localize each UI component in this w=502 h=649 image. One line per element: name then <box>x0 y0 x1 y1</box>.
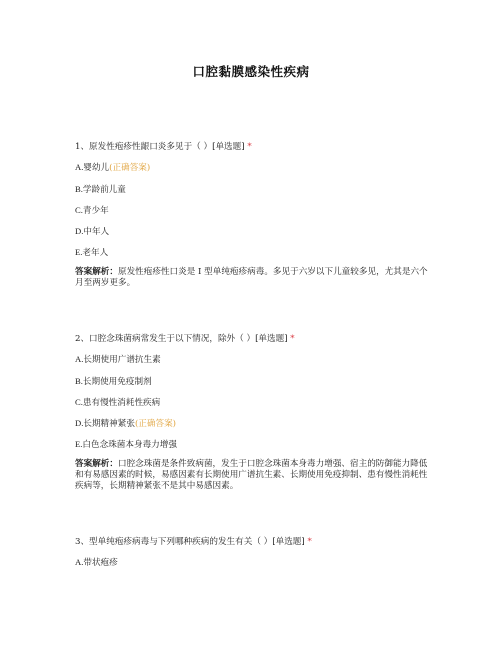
option-a[interactable] <box>75 162 435 174</box>
required-mark: * <box>247 142 252 152</box>
question-2 <box>75 334 435 492</box>
option-d[interactable] <box>75 418 435 430</box>
question-stem <box>75 334 435 345</box>
explanation-label: 答案解析： <box>75 459 118 470</box>
option-letter: E. <box>75 439 83 450</box>
option-letter: E. <box>75 247 83 258</box>
explanation-text: 原发性疱疹性口炎是 I 型单纯疱疹病毒。多见于六岁以下儿童较多见，尤其是六个月至两岁更多。 <box>75 267 428 289</box>
option-text: 白色念珠菌本身毒力增强 <box>82 440 177 451</box>
option-text: 长期精神紧张 <box>83 419 135 430</box>
question-stem <box>75 537 435 548</box>
correct-answer-mark: (正确答案) <box>109 163 151 174</box>
required-mark: * <box>290 334 295 344</box>
answer-explanation <box>75 459 435 492</box>
option-letter: A. <box>75 162 84 173</box>
question-1 <box>75 142 435 289</box>
question-stem-text: 2、口腔念珠菌病常发生于以下情况，除外（ ）[单选题] <box>75 334 288 344</box>
option-text: 青少年 <box>82 205 109 216</box>
option-a[interactable] <box>75 354 435 366</box>
option-e[interactable] <box>75 439 435 451</box>
option-letter: C. <box>75 396 83 407</box>
option-e[interactable] <box>75 247 435 259</box>
question-stem-text: 3、型单纯疱疹病毒与下列哪种疾病的发生有关（ ）[单选题] <box>75 537 305 547</box>
option-letter: D. <box>75 226 84 237</box>
option-a[interactable] <box>75 557 435 569</box>
question-stem-text: 1、原发性疱疹性龈口炎多见于（ ）[单选题] <box>75 142 245 152</box>
option-letter: D. <box>75 418 84 429</box>
option-letter: B. <box>75 375 83 386</box>
explanation-text: 口腔念珠菌是条件致病菌，发生于口腔念珠菌本身毒力增强、宿主的防御能力降低和有易感因素的时候，易感因素有长期使用广谱抗生素、长期使用免疫抑制、患有慢性消耗性疾病等，长期精神紧张不是其中易感因素。 <box>75 459 428 492</box>
correct-answer-mark: (正确答案) <box>134 419 177 430</box>
document-title: 口腔黏膜感染性疾病 <box>192 64 310 79</box>
explanation-label: 答案解析： <box>75 267 118 278</box>
option-b[interactable] <box>75 184 435 196</box>
option-letter: A. <box>75 354 84 365</box>
question-stem <box>75 142 435 153</box>
option-text: 学龄前儿童 <box>82 184 126 195</box>
option-text: 中年人 <box>83 227 110 238</box>
option-text: 长期使用免疫制剂 <box>82 376 152 387</box>
option-letter: B. <box>75 183 83 194</box>
option-d[interactable] <box>75 226 435 238</box>
option-c[interactable] <box>75 205 435 217</box>
option-c[interactable] <box>75 397 435 409</box>
option-text: 老年人 <box>82 248 109 259</box>
option-text: 婴幼儿 <box>83 163 110 174</box>
option-b[interactable] <box>75 376 435 388</box>
option-text: 长期使用广谱抗生素 <box>83 355 161 366</box>
option-letter: C. <box>75 204 83 215</box>
required-mark: * <box>307 537 312 547</box>
question-3 <box>75 537 435 569</box>
option-letter: A. <box>75 557 84 568</box>
option-text: 患有慢性消耗性疾病 <box>82 397 161 408</box>
option-text: 带状疱疹 <box>83 558 118 569</box>
answer-explanation <box>75 267 435 289</box>
